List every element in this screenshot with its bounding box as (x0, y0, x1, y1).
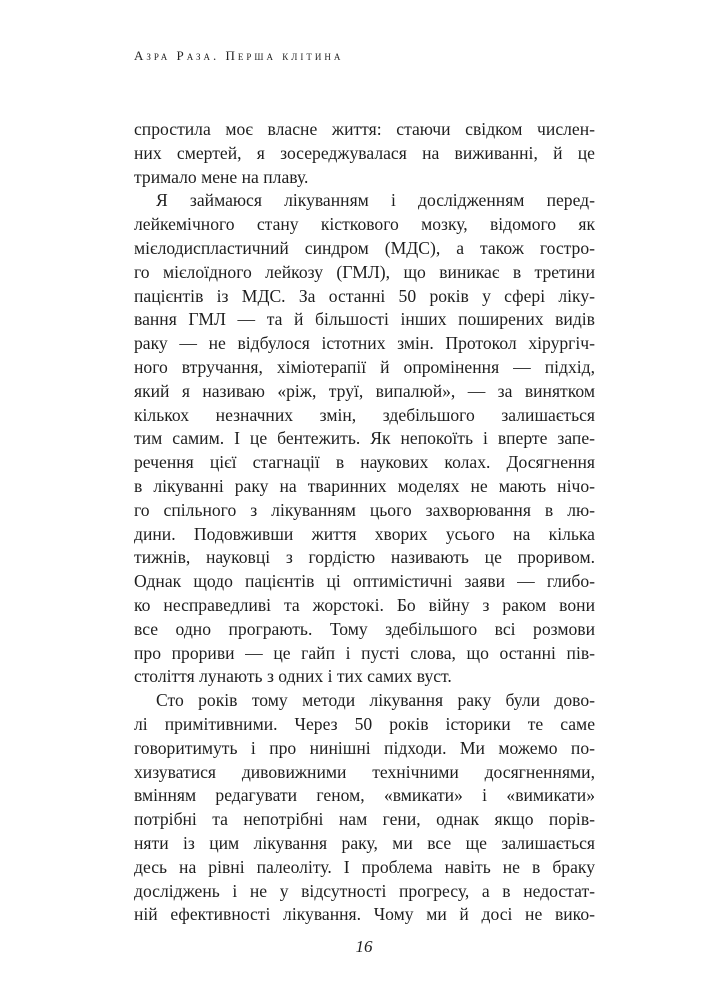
text-line: лі примітивними. Через 50 років історики те саме (134, 713, 595, 734)
text-line: досліджень і не у відсутності прогресу, а в недостат- (134, 880, 595, 901)
text-line: го мієлоїдного лейкозу (ГМЛ), що виникає в третини (134, 261, 595, 282)
paragraph (134, 689, 595, 927)
text-line: речення цієї стагнації в наукових колах. Досягнення (134, 452, 595, 473)
text-line: ко несправедливі та жорстокі. Бо війну з раком вони (134, 594, 595, 615)
text-line: про прориви — це гайп і пусті слова, що останні пів- (134, 642, 595, 663)
text-line: них смертей, я зосереджувалася на виживанні, й це (134, 142, 595, 163)
text-line: спростила моє власне життя: стаючи свідком числен- (134, 119, 595, 139)
text-line: який я називаю «ріж, труї, випалюй», — за винятком (134, 380, 595, 401)
text-line: тижнів, науковці з гордістю називають це проривом. (134, 547, 595, 568)
page-number: 16 (355, 937, 373, 956)
text-line: няти із цим лікування раку, ми все ще залишається (134, 832, 595, 853)
text-line: го спільного з лікуванням цього захворювання в лю- (134, 499, 595, 520)
text-line: говоритимуть і про нинішні підходи. Ми можемо по- (134, 737, 595, 758)
text-line: Сто років тому методи лікування раку були дово- (156, 690, 595, 711)
running-header: Азра Раза. Перша клітина (134, 48, 344, 63)
text-line: Однак щодо пацієнтів ці оптимістичні заяви — глибо- (134, 571, 595, 592)
text-line: лейкемічного стану кісткового мозку, відомого як (134, 214, 595, 235)
text-line: раку — не відбулося істотних змін. Протокол хірургіч- (134, 333, 595, 354)
text-line: хизуватися дивовижними технічними досягненнями, (134, 761, 595, 782)
text-line: дини. Подовживши життя хворих усього на кілька (134, 523, 595, 544)
paragraph (134, 118, 595, 189)
text-line: вмінням редагувати геном, «вмикати» і «вимикати» (134, 785, 595, 806)
text-line: десь на рівні палеоліту. І проблема навіть не в браку (134, 856, 595, 877)
text-line: все одно програють. Тому здебільшого всі розмови (134, 618, 595, 639)
text-line: тримало мене на плаву. (134, 166, 309, 187)
text-line: ній ефективності лікування. Чому ми й досі не вико- (134, 904, 595, 925)
body-text (134, 118, 595, 927)
text-line: тим самим. І це бентежить. Як непокоїть і вперте запе- (134, 428, 595, 449)
text-line: століття лунають з одних і тих самих вуст. (134, 666, 452, 687)
text-line: Я займаюся лікуванням і дослідженням перед- (156, 190, 595, 211)
text-line: в лікуванні раку на тваринних моделях не мають нічо- (134, 475, 595, 496)
text-line: потрібні та непотрібні нам гени, однак якщо порів- (134, 809, 595, 830)
text-line: ного втручання, хіміотерапії й опромінення — підхід, (134, 356, 595, 377)
paragraph (134, 189, 595, 689)
text-line: кількох незначних змін, здебільшого залишається (134, 404, 595, 425)
text-line: мієлодиспластичний синдром (МДС), а також гостро- (134, 237, 595, 258)
text-line: пацієнтів із МДС. За останні 50 років у сфері ліку- (134, 285, 595, 306)
text-line: вання ГМЛ — та й більшості інших поширених видів (134, 309, 595, 330)
